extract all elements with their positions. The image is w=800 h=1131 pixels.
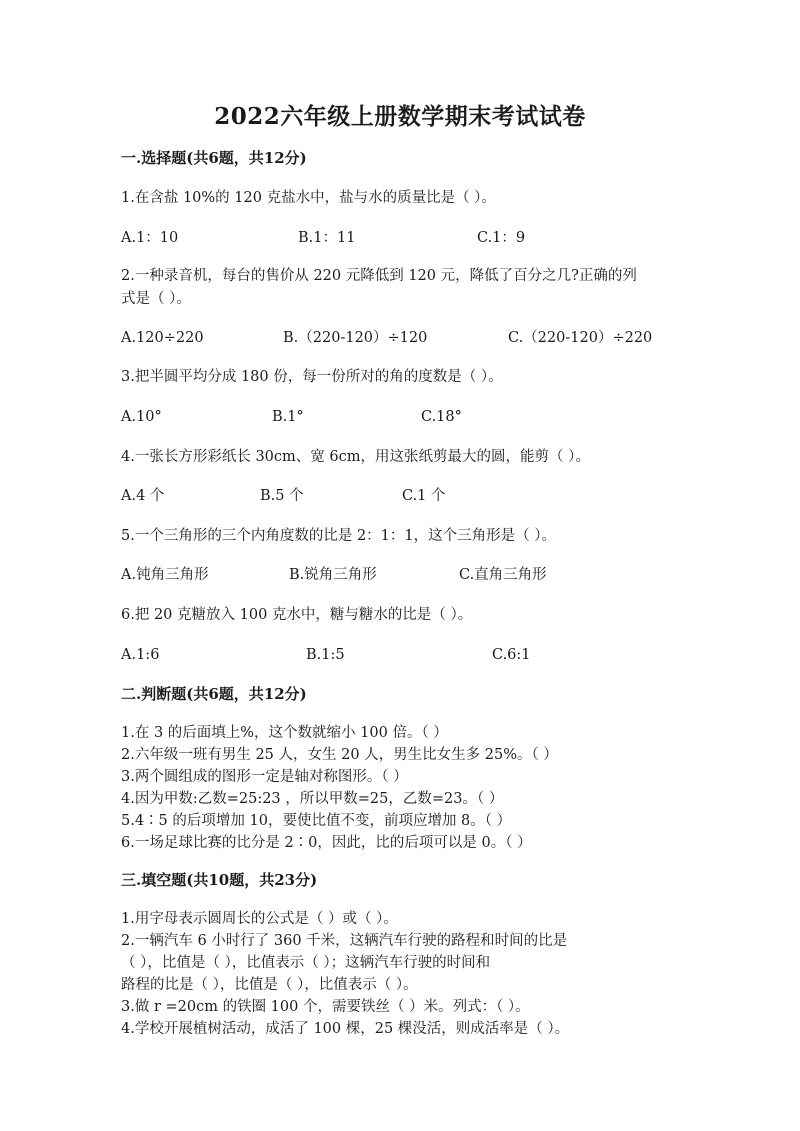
- question-2-stem-line1: 2.一种录音机，每台的售价从 220 元降低到 120 元，降低了百分之几?正确的列: [121, 268, 637, 284]
- q2-option-a: A.120÷220: [121, 330, 204, 346]
- question-5-stem: 5.一个三角形的三个内角度数的比是 2：1：1，这个三角形是（ ）。: [121, 528, 556, 544]
- q2-option-b: B.（220-120）÷120: [283, 330, 428, 346]
- question-4-stem: 4.一张长方形彩纸长 30cm、宽 6cm，用这张纸剪最大的圆，能剪（ ）。: [121, 449, 590, 465]
- section-heading-judgement: 二.判断题(共6题，共12分): [121, 685, 307, 703]
- fill-blank-line-2: 2.一辆汽车 6 小时行了 360 千米，这辆汽车行驶的路程和时间的比是: [121, 933, 568, 949]
- fill-blank-line-1: 1.用字母表示圆周长的公式是（ ）或（ ）。: [121, 911, 398, 927]
- fill-blank-line-4: 路程的比是（ ），比值是（ ），比值表示（ ）。: [121, 977, 418, 993]
- q6-option-b: B.1:5: [306, 647, 345, 663]
- q2-option-c: C.（220-120）÷220: [508, 330, 653, 346]
- judgement-item-4: 4.因为甲数:乙数=25:23 ，所以甲数=25，乙数=23。（ ）: [121, 791, 504, 807]
- q3-option-b: B.1°: [272, 409, 304, 425]
- question-1-stem: 1.在含盐 10%的 120 克盐水中，盐与水的质量比是（ ）。: [121, 190, 496, 206]
- fill-blank-line-3: （ ），比值是（ ），比值表示（ ）；这辆汽车行驶的时间和: [121, 955, 491, 971]
- judgement-item-3: 3.两个圆组成的图形一定是轴对称图形。（ ）: [121, 769, 408, 785]
- q6-option-c: C.6:1: [492, 647, 531, 663]
- fill-blank-line-6: 4.学校开展植树活动，成活了 100 棵，25 棵没活，则成活率是（ ）。: [121, 1021, 570, 1037]
- q6-option-a: A.1:6: [121, 647, 160, 663]
- question-3-stem: 3.把半圆平均分成 180 份，每一份所对的角的度数是（ ）。: [121, 369, 503, 385]
- judgement-item-6: 6.一场足球比赛的比分是 2∶0，因此，比的后项可以是 0。（ ）: [121, 835, 532, 851]
- q4-option-a: A.4 个: [121, 488, 165, 504]
- section-heading-fill-blank: 三.填空题(共10题，共23分): [121, 871, 318, 889]
- q5-option-a: A.钝角三角形: [121, 567, 209, 583]
- q5-option-b: B.锐角三角形: [289, 567, 377, 583]
- q3-option-a: A.10°: [121, 409, 162, 425]
- q5-option-c: C.直角三角形: [459, 567, 547, 583]
- q1-option-a: A.1：10: [121, 230, 179, 246]
- judgement-item-1: 1.在 3 的后面填上%，这个数就缩小 100 倍。（ ）: [121, 725, 448, 741]
- page-title: 2022六年级上册数学期末考试试卷: [214, 103, 586, 130]
- q3-option-c: C.18°: [421, 409, 462, 425]
- q1-option-b: B.1：11: [298, 230, 356, 246]
- question-2-stem-line2: 式是（ ）。: [121, 291, 191, 307]
- question-6-stem: 6.把 20 克糖放入 100 克水中，糖与糖水的比是（ ）。: [121, 607, 473, 623]
- judgement-item-5: 5.4∶5 的后项增加 10，要使比值不变，前项应增加 8。（ ）: [121, 813, 512, 829]
- fill-blank-line-5: 3.做 r =20cm 的铁圈 100 个，需要铁丝（ ）米。列式：（ ）。: [121, 999, 530, 1015]
- q4-option-b: B.5 个: [260, 488, 304, 504]
- q1-option-c: C.1：9: [477, 230, 526, 246]
- section-heading-choice: 一.选择题(共6题，共12分): [121, 149, 307, 167]
- q4-option-c: C.1 个: [402, 488, 446, 504]
- judgement-item-2: 2.六年级一班有男生 25 人，女生 20 人，男生比女生多 25%。（ ）: [121, 747, 558, 763]
